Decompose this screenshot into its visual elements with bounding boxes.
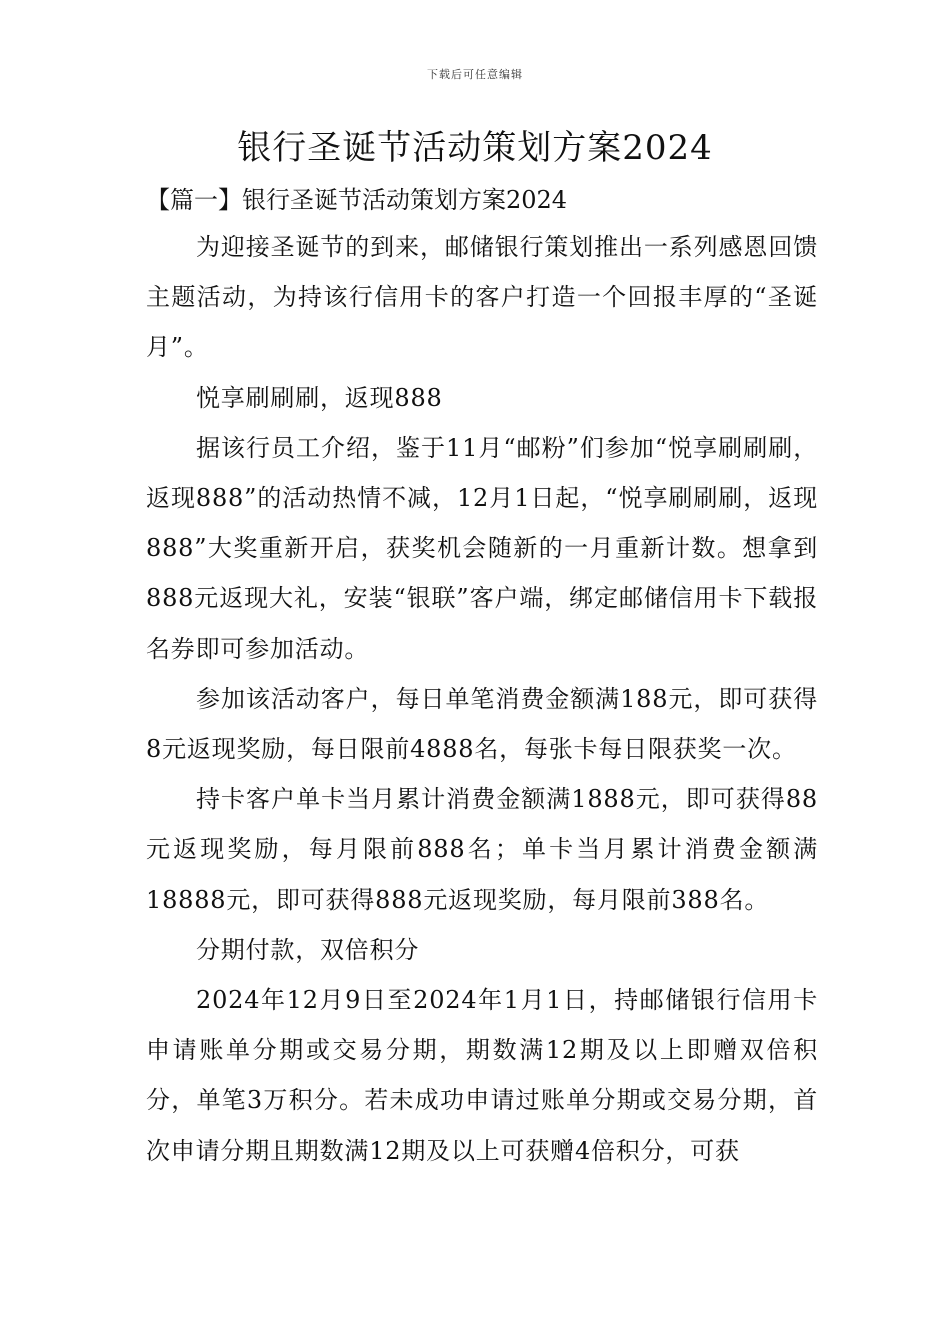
subheading-installment: 分期付款，双倍积分 xyxy=(196,935,420,964)
paragraph-installment-details: 2024年12月9日至2024年1月1日，持邮储银行信用卡申请账单分期或交易分期，期数满12期及以上即赠双倍积分，单笔3万积分。若未成功申请过账单分期或交易分期，首次申请分期且期数满12期及以上可获赠4倍积分，可获 xyxy=(146,986,818,1165)
paragraph-cashback-details: 据该行员工介绍，鉴于11月“邮粉”们参加“悦享刷刷刷，返现888”的活动热情不减，12月1日起，“悦享刷刷刷，返现888”大奖重新开启，获奖机会随新的一月重新计数。想拿到888元返现大礼，安装“银联”客户端，绑定邮储信用卡下载报名券即可参加活动。 xyxy=(146,433,818,663)
subheading-cashback: 悦享刷刷刷，返现888 xyxy=(196,383,443,412)
header-note: 下载后可任意编辑 xyxy=(427,68,523,81)
paragraph-daily-reward: 参加该活动客户，每日单笔消费金额满188元，即可获得8元返现奖励，每日限前4888名，每张卡每日限获奖一次。 xyxy=(146,684,818,764)
document-title: 银行圣诞节活动策划方案2024 xyxy=(237,128,713,168)
paragraph-intro: 为迎接圣诞节的到来，邮储银行策划推出一系列感恩回馈主题活动，为持该行信用卡的客户打造一个回报丰厚的“圣诞月”。 xyxy=(146,233,818,362)
section-heading: 【篇一】银行圣诞节活动策划方案2024 xyxy=(146,186,568,214)
paragraph-monthly-reward: 持卡客户单卡当月累计消费金额满1888元，即可获得88元返现奖励，每月限前888名；单卡当月累计消费金额满18888元，即可获得888元返现奖励，每月限前388名。 xyxy=(146,785,818,914)
document-body xyxy=(146,222,818,1176)
